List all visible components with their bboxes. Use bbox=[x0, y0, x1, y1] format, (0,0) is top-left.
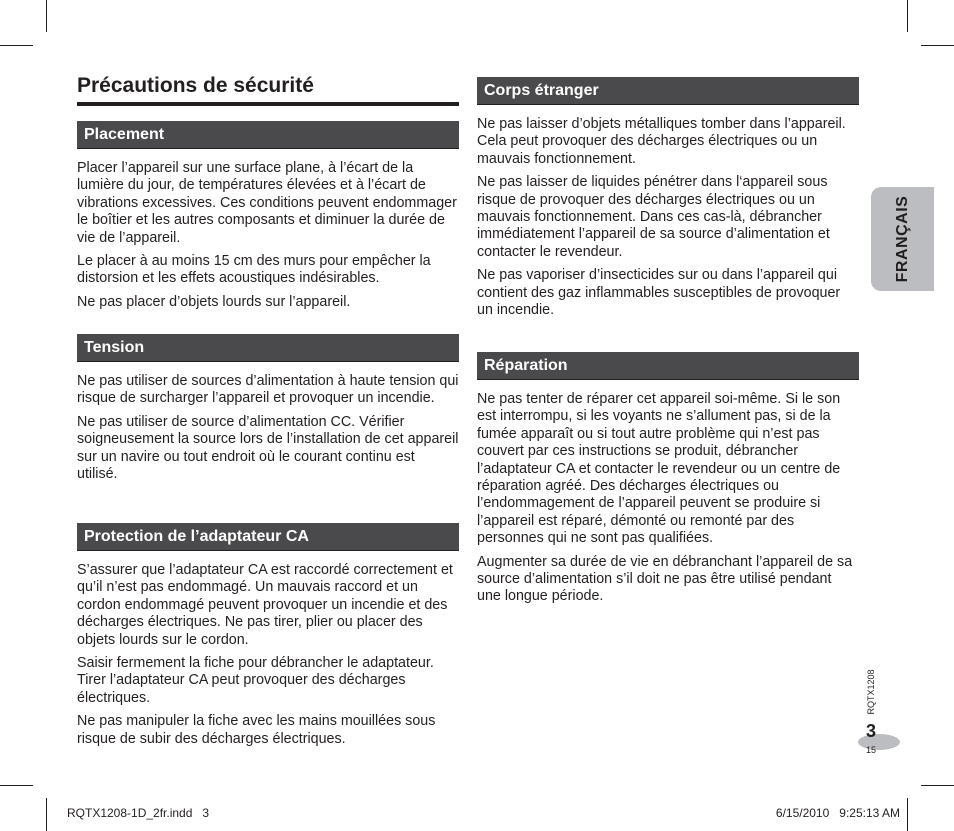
paragraph: Placer l’appareil sur une surface plane, à l’écart de la lumière du jour, de températures élevées et à l’écart de vibrations excessives. Ces conditions peuvent endommager le boîtier et les autres composants et diminuer la durée de vie de l’appareil. bbox=[77, 160, 457, 246]
language-tab bbox=[871, 187, 934, 291]
page-title: Précautions de sécurité bbox=[77, 74, 314, 97]
document-code bbox=[864, 668, 878, 716]
crop-mark bbox=[46, 0, 47, 32]
crop-mark bbox=[46, 798, 47, 831]
paragraph: Ne pas laisser d’objets métalliques tomber dans l’appareil. Cela peut provoquer des décharges électriques ou un mauvais fonctionnement. bbox=[477, 116, 846, 167]
crop-mark bbox=[907, 798, 908, 831]
paragraph: Ne pas laisser de liquides pénétrer dans l‘appareil sous risque de provoquer des décharges électriques ou un mauvais fonctionnement. Dans ces cas-là, débrancher immédiatement l’appareil de sa source d’alimentation et contacter le revendeur. bbox=[477, 174, 830, 260]
document-code-label: RQTX1208 bbox=[866, 669, 876, 715]
section-repair bbox=[477, 352, 859, 612]
paragraph: Ne pas placer d’objets lourds sur l’appareil. bbox=[77, 293, 351, 310]
title-underline bbox=[77, 102, 459, 106]
section-heading: Corps étranger bbox=[477, 77, 859, 105]
page-number: 3 bbox=[866, 721, 877, 741]
crop-mark bbox=[921, 45, 954, 46]
section-heading: Placement bbox=[77, 121, 459, 149]
paragraph: Le placer à au moins 15 cm des murs pour empêcher la distorsion et les effets acoustiques indésirables. bbox=[77, 253, 431, 287]
section-tension bbox=[77, 334, 459, 489]
paragraph: Ne pas manipuler la fiche avec les mains mouillées sous risque de subir des décharges électriques. bbox=[77, 713, 436, 747]
footer-timestamp: 6/15/2010 9:25:13 AM bbox=[775, 806, 900, 820]
paragraph: Ne pas utiliser de source d’alimentation CC. Vérifier soigneusement la source lors de l’installation de cet appareil sur un navire ou tout endroit où le courant continu est utilisé. bbox=[77, 413, 459, 483]
footer-file-name: RQTX1208-1D_2fr.indd 3 bbox=[67, 806, 210, 820]
paragraph: Saisir fermement la fiche pour débrancher le adaptateur. Tirer l’adaptateur CA peut provoquer des décharges électriques. bbox=[77, 655, 434, 706]
section-heading: Tension bbox=[77, 334, 459, 362]
crop-mark bbox=[921, 785, 954, 786]
crop-mark bbox=[0, 785, 33, 786]
paragraph: Ne pas utiliser de sources d’alimentation à haute tension qui risque de surcharger l’appareil et provoquer un incendie. bbox=[77, 373, 459, 407]
section-heading: Protection de l’adaptateur CA bbox=[77, 523, 459, 551]
section-heading: Réparation bbox=[477, 352, 859, 380]
section-foreign-object bbox=[477, 77, 859, 325]
section-adapter-protection bbox=[77, 523, 459, 754]
paragraph: Augmenter sa durée de vie en débranchant l’appareil de sa source d’alimentation s’il doit ne pas être utilisé pendant une longue période. bbox=[477, 553, 853, 605]
sheet-number: 15 bbox=[866, 745, 877, 755]
crop-mark bbox=[0, 45, 33, 46]
page-number-oval bbox=[858, 734, 900, 750]
paragraph: S’assurer que l’adaptateur CA est raccordé correctement et qu’il n’est pas endommagé. Un mauvais raccord et un cordon endommagé peuvent provoquer un incendie et des décharges électriques. Ne pas tirer, plier ou placer des objets lourds sur le cordon. bbox=[77, 562, 453, 648]
paragraph: Ne pas vaporiser d’insecticides sur ou dans l’appareil qui contient des gaz inflammables susceptibles de provoquer un incendie. bbox=[477, 267, 841, 319]
section-placement bbox=[77, 121, 459, 317]
language-tab-label: FRANÇAIS bbox=[893, 195, 911, 283]
crop-mark bbox=[907, 0, 908, 32]
paragraph: Ne pas tenter de réparer cet appareil soi-même. Si le son est interrompu, si les voyants ne s’allument pas, si de la fumée apparaît ou si tout autre problème qui n’est pas couvert par ces instructions se produit, débrancher l’adaptateur CA et contacter le revendeur ou un centre de réparation agréé. Des décharges électriques ou l’endommagement de l’appareil peuvent se produire si l’appareil est réparé, démonté ou remonté par des personnes qui ne sont pas qualifiées. bbox=[477, 391, 841, 547]
